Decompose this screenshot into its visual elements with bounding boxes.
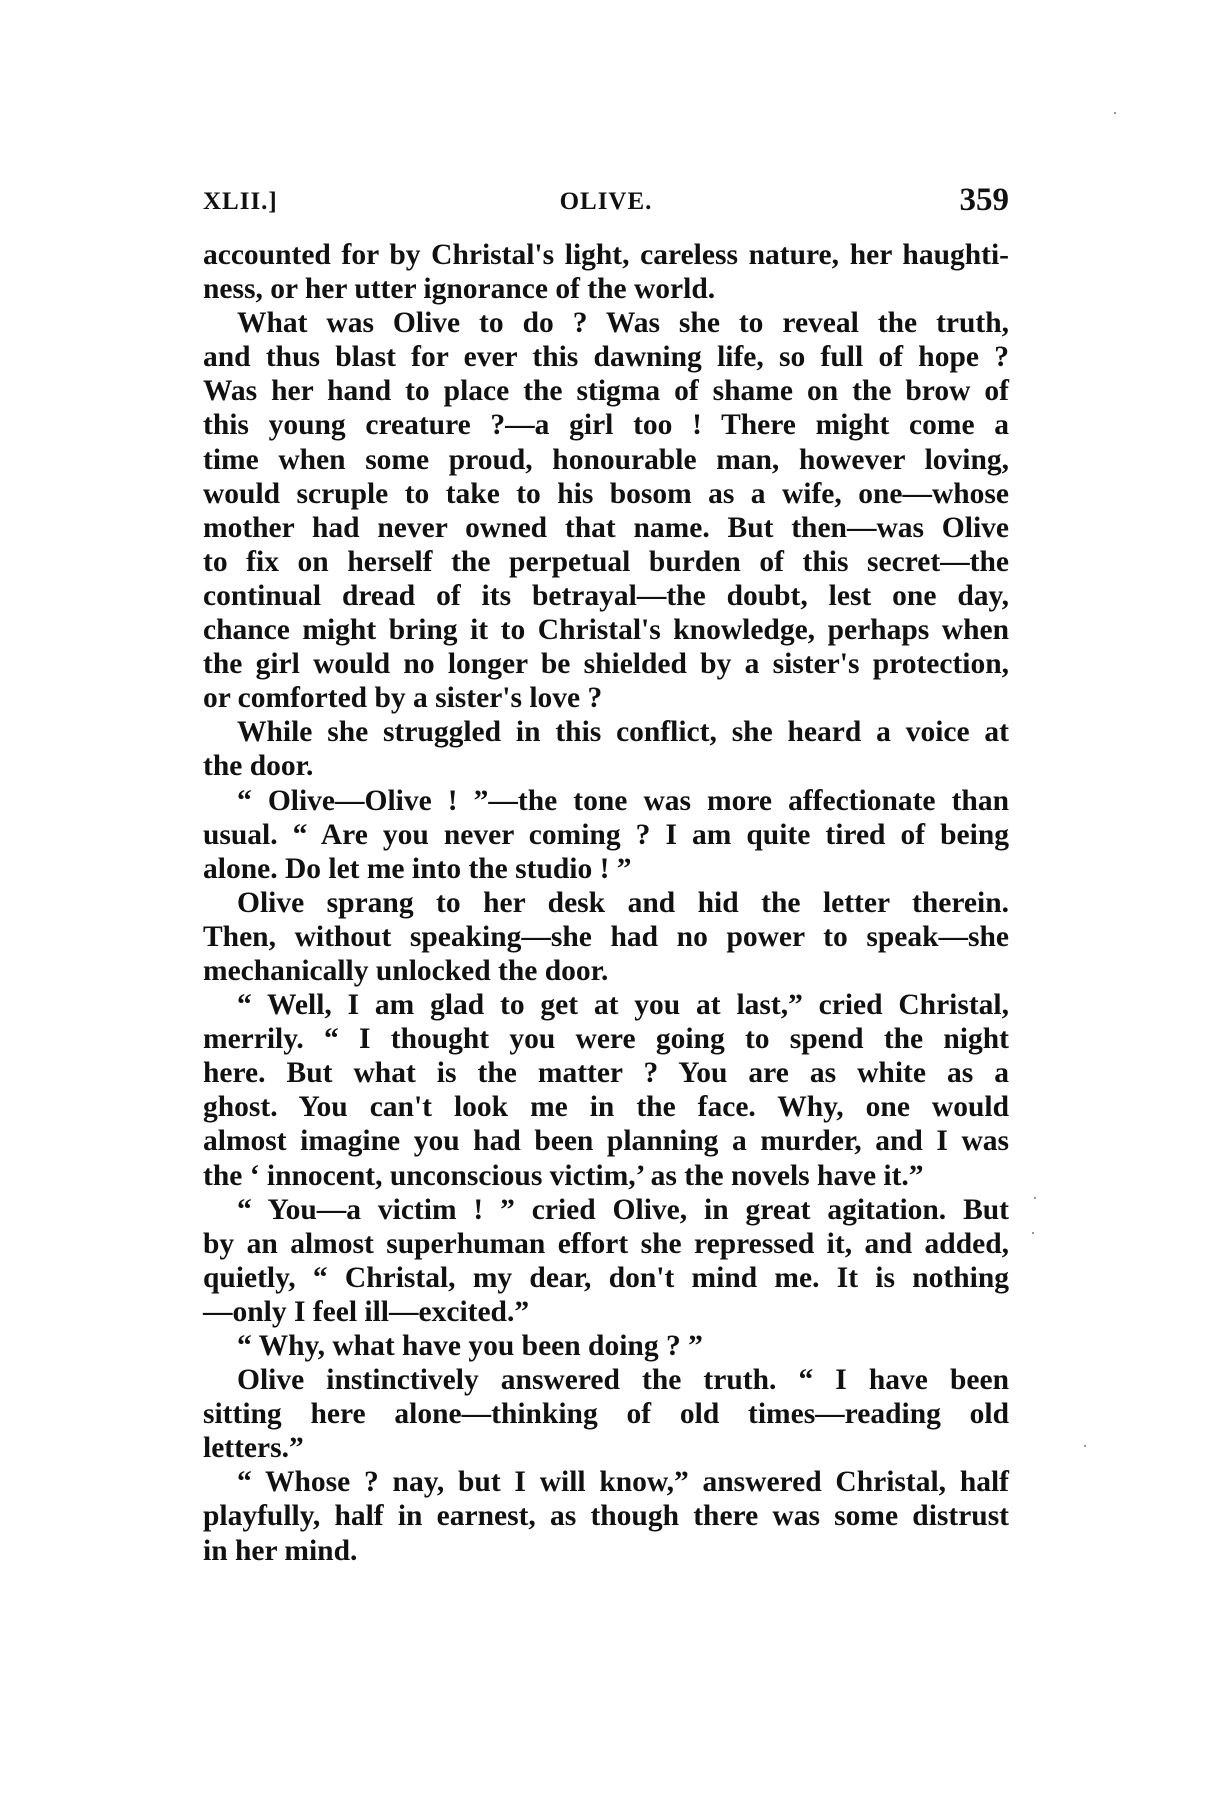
text-line: While she struggled in this conflict, she heard a voice at [237,716,1009,749]
text-line: quietly, “ Christal, my dear, don't mind me. It is nothing [203,1261,1009,1294]
text-line: almost imagine you had been planning a murder, and I was [203,1125,1009,1158]
text-line: “ Whose ? nay, but I will know,” answered Christal, half [237,1466,1009,1499]
text-line: accounted for by Christal's light, careless nature, her haughti- [203,239,1009,271]
text-line: letters.” [203,1432,304,1465]
text-line: Then, without speaking—she had no power to speak—she [203,920,1009,953]
text-line: “ Olive—Olive ! ”—the tone was more affectionate than [237,784,1009,817]
page-number: 359 [959,182,1009,218]
text-line: merrily. “ I thought you were going to spend the night [203,1023,1009,1056]
text-line: the girl would no longer be shielded by a sister's protection, [203,648,1009,681]
text-line: “ You—a victim ! ” cried Olive, in great agitation. But [237,1193,1009,1226]
text-line: Was her hand to place the stigma of shame on the brow of [203,375,1009,408]
body-text [203,238,1009,1568]
text-line: and thus blast for ever this dawning life, so full of hope ? [203,341,1009,374]
scan-speck [1114,112,1116,114]
text-line: alone. Do let me into the studio ! ” [203,852,632,885]
text-line: ghost. You can't look me in the face. Why, one would [203,1091,1009,1124]
text-line: by an almost superhuman effort she repressed it, and added, [203,1227,1009,1260]
text-line: Olive sprang to her desk and hid the letter therein. [237,886,1009,919]
text-line: time when some proud, honourable man, however loving, [203,443,1009,476]
text-line: to fix on herself the perpetual burden of this secret—the [203,545,1009,578]
text-line: Olive instinctively answered the truth. “ I have been [237,1364,1009,1397]
text-line: sitting here alone—thinking of old times—reading old [203,1398,1009,1431]
text-line: continual dread of its betrayal—the doubt, lest one day, [203,579,1009,612]
text-line: would scruple to take to his bosom as a wife, one—whose [203,477,1009,510]
text-line: ness, or her utter ignorance of the world. [203,273,716,306]
scan-speck [1034,1197,1036,1199]
text-line: What was Olive to do ? Was she to reveal the truth, [237,307,1009,340]
text-line: usual. “ Are you never coming ? I am quite tired of being [203,818,1009,851]
text-line: here. But what is the matter ? You are as white as a [203,1057,1009,1090]
text-line: “ Well, I am glad to get at you at last,” cried Christal, [237,989,1009,1022]
text-line: mechanically unlocked the door. [203,954,609,987]
text-line: “ Why, what have you been doing ? ” [237,1330,703,1362]
text-line: —only I feel ill—excited.” [203,1295,530,1328]
chapter-number: XLII.] [203,188,278,215]
text-line: playfully, half in earnest, as though there was some distrust [203,1500,1009,1533]
text-line: the ‘ innocent, unconscious victim,’ as the novels have it.” [203,1159,924,1192]
text-line: the door. [203,750,314,783]
text-line: or comforted by a sister's love ? [203,682,603,715]
text-line: mother had never owned that name. But then—was Olive [203,511,1009,544]
text-line: this young creature ?—a girl too ! There might come a [203,409,1009,442]
running-header [203,182,1009,222]
running-title: OLIVE. [559,188,653,215]
text-line: in her mind. [203,1534,358,1567]
scan-speck [1084,1445,1086,1447]
scan-speck [1032,1232,1034,1234]
text-line: chance might bring it to Christal's knowledge, perhaps when [203,614,1009,647]
